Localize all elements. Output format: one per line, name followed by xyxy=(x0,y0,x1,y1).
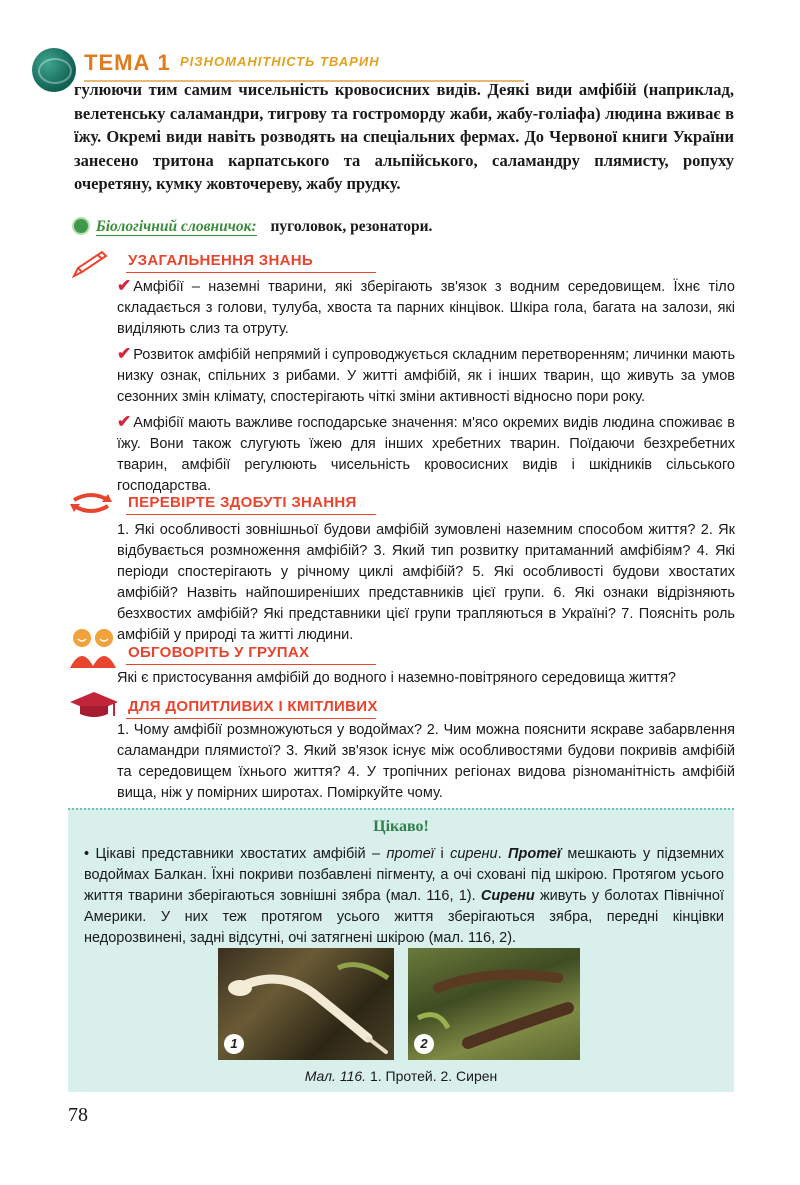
summary-title: УЗАГАЛЬНЕННЯ ЗНАНЬ xyxy=(128,252,313,269)
checkmark-icon: ✔ xyxy=(117,344,132,363)
topic-title: РІЗНОМАНІТНІСТЬ ТВАРИН xyxy=(180,54,380,69)
check-title: ПЕРЕВІРТЕ ЗДОБУТІ ЗНАННЯ xyxy=(128,494,357,511)
summary-point: ✔ Амфібії – наземні тварини, які зберігають зв'язок з водним середовищем. Їхнє тіло складається з голови, тулуба, хвоста та парних кінцівок. Шкіра гола, багата на залози, які виділяють слиз та отруту. xyxy=(117,276,735,337)
summary-point: ✔ Амфібії мають важливе господарське значення: м'ясо окремих видів людина споживає в їжу. Вони також слугують їжею для інших хребетних тварин. Поїдаючи безхребетних тварин, амфібії регулюють чисельність кровосисних видів і шкідників сільського господарства. xyxy=(117,412,735,494)
curious-title: ДЛЯ ДОПИТЛИВИХ І КМІТЛИВИХ xyxy=(128,698,378,715)
proteus-photo xyxy=(218,948,394,1060)
topic-label: ТЕМА 1 xyxy=(84,50,171,75)
check-title-underline xyxy=(126,514,376,515)
glossary-terms: пуголовок, резонатори. xyxy=(270,218,433,235)
interesting-box xyxy=(68,808,734,1092)
intro-paragraph: гулюючи тим самим чисельність кровосисних видів. Деякі види амфібій (наприклад, велетенську саламандри, тигрову та гостроморду жаби, жабу-голіафа) людина вживає в їжу. Окремі види навіть розводять на спеціальних фермах. До Червоної книги України занесено тритона карпатського та альпійського, саламандру плямисту, ропуху очеретяну, кумку жовточереву, жабу прудку. xyxy=(74,80,734,193)
discuss-title: ОБГОВОРІТЬ У ГРУПАХ xyxy=(128,644,310,661)
siren-photo xyxy=(408,948,580,1060)
interesting-title: Цікаво! xyxy=(373,818,429,835)
graduation-cap-icon xyxy=(68,690,120,720)
discuss-title-underline xyxy=(126,664,376,665)
figure-caption: Мал. 116. 1. Протей. 2. Сирен xyxy=(304,1068,498,1084)
checkmark-icon: ✔ xyxy=(117,412,132,431)
glossary xyxy=(74,218,734,236)
curious-questions: 1. Чому амфібії розмножуються у водоймах? 2. Чим можна пояснити яскраве забарвлення саламандри плямистої? 3. Який зв'язок існує між особливостями будови покривів амфібій та середовищем їхнього життя? 4. У тропічних регіонах видова різноманітність амфібій вища, ніж у помірних широтах. Поміркуйте чому. xyxy=(117,722,735,801)
page-number: 78 xyxy=(68,1104,88,1126)
group-people-icon xyxy=(68,626,120,670)
discuss-question: Які є пристосування амфібій до водного і наземно-повітряного середовища життя? xyxy=(117,670,676,686)
globe-icon xyxy=(32,48,76,92)
curious-title-underline xyxy=(126,718,376,719)
summary-title-underline xyxy=(126,272,376,273)
check-questions: 1. Які особливості зовнішньої будови амфібій зумовлені наземним способом життя? 2. Як відбувається розмноження амфібій? 3. Який тип розвитку притаманний амфібіям? 4. Які періоди спостерігають у річному циклі амфібій? 5. Які особливості будови хвостатих амфібій? Назвіть найпоширеніших представників цієї групи. 6. Які ознаки відрізняють безхвостих амфібій? Які представники цієї групи трапляються в Україні? 7. Поясніть роль амфібій у природі та житті людини. xyxy=(117,522,735,643)
refresh-arrows-icon xyxy=(68,490,114,516)
photo-number-2: 2 xyxy=(414,1034,434,1054)
summary-point: ✔ Розвиток амфібій непрямий і супроводжується складним перетворенням; личинки мають низку ознак, спільних з рибами. У житті амфібій, як і інших тварин, що живуть за умов сезонних змін клімату, спостерігають чіткі зміни активності відносно пори року. xyxy=(117,344,735,405)
checkmark-icon: ✔ xyxy=(117,276,132,295)
summary-list xyxy=(117,275,735,500)
pencil-icon xyxy=(70,248,110,280)
glossary-label: Біологічний словничок: xyxy=(95,218,257,235)
photo-number-1: 1 xyxy=(224,1034,244,1054)
proteus-illustration xyxy=(218,948,394,1060)
interesting-text: • Цікаві представники хвостатих амфібій – протеї і сирени. Протеї мешкають у підземних водоймах Балкан. Їхні покриви позбавлені пігменту, а очі сховані під шкірою. Протягом усього життя тварини зберігаються зовнішні зябра (мал. 116, 1). Сирени живуть у болотах Північної Америки. У них теж протягом усього життя зберігаються зябра, передні кінцівки недорозвинені, задні відсутні, очі затягнені шкірою (мал. 116, 2). xyxy=(84,846,725,946)
glossary-flower-icon xyxy=(74,219,88,233)
